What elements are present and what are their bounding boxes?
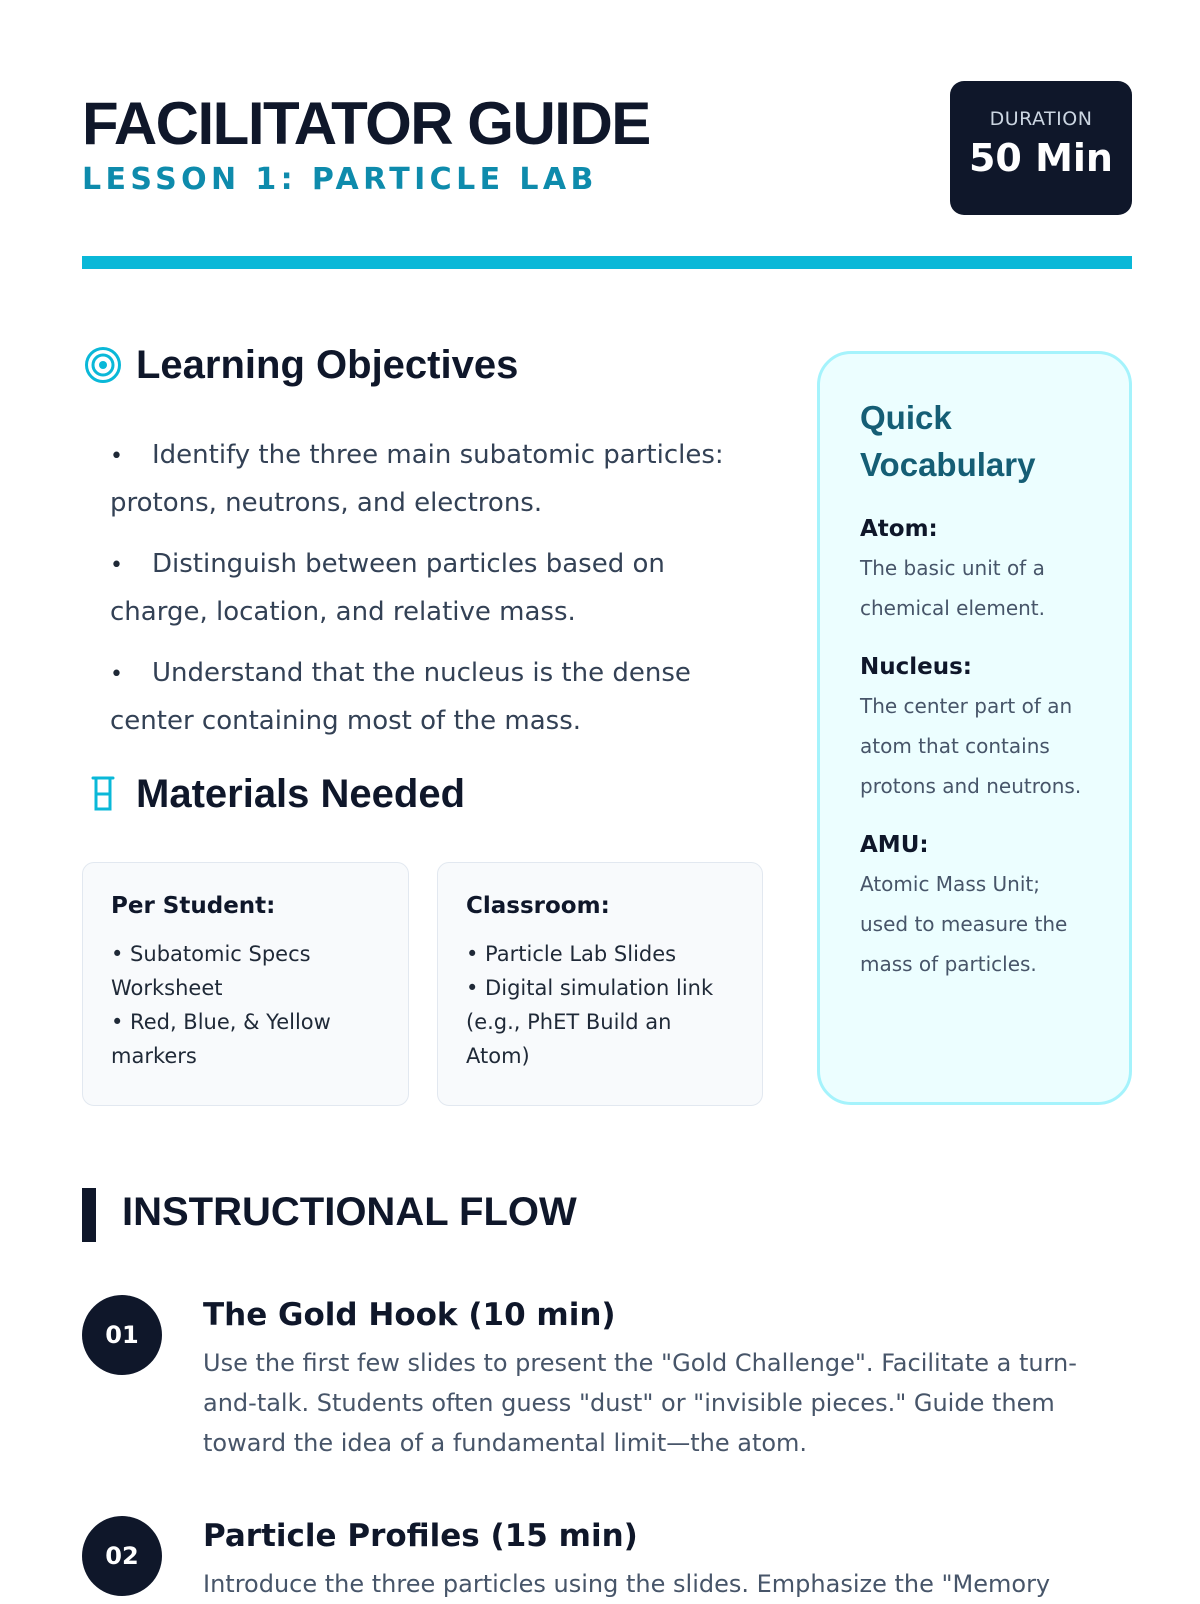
materials-card-title: Per Student: (111, 893, 276, 919)
list-item: • Subatomic Specs Worksheet (111, 942, 311, 1000)
list-item (110, 541, 750, 636)
list-item (110, 650, 750, 745)
vocab-definition: Atomic Mass Unit; used to measure the mass of particles. (860, 872, 1068, 976)
list-item (110, 432, 750, 527)
step-title: Particle Profiles (15 min) (203, 1518, 638, 1554)
list-item: • Red, Blue, & Yellow markers (111, 1010, 331, 1068)
materials-list (466, 937, 734, 1073)
materials-heading: Materials Needed (136, 771, 466, 816)
objectives-heading-row (82, 343, 518, 387)
materials-card-classroom (437, 862, 763, 1106)
target-icon (82, 344, 124, 386)
flow-heading: INSTRUCTIONAL FLOW (122, 1190, 577, 1234)
objective-text: Distinguish between particles based on charge, location, and relative mass. (110, 549, 665, 627)
vocab-definition: The basic unit of a chemical element. (860, 556, 1046, 620)
vocab-word: Nucleus: (860, 654, 973, 680)
materials-card-title: Classroom: (466, 893, 610, 919)
materials-list (111, 937, 380, 1073)
vocab-definition: The center part of an atom that contains protons and neutrons. (860, 694, 1082, 798)
bullet: • (110, 662, 123, 687)
duration-value: 50 Min (968, 136, 1113, 180)
duration-label: DURATION (989, 108, 1093, 130)
vocabulary-card (817, 351, 1132, 1105)
list-item: • Particle Lab Slides (466, 942, 677, 966)
vocab-term (860, 832, 1089, 984)
step-description: Introduce the three particles using the slides. Emphasize the "Memory (203, 1570, 1051, 1598)
beaker-icon (82, 773, 124, 815)
step-number-badge: 02 (82, 1516, 162, 1596)
bullet: • (110, 553, 123, 578)
page-title: FACILITATOR GUIDE (82, 90, 650, 157)
duration-badge (950, 81, 1132, 215)
vocab-term (860, 516, 1089, 628)
vocabulary-heading: Quick Vocabulary (860, 399, 1036, 483)
bullet: • (110, 444, 123, 469)
step-description: Use the first few slides to present the "Gold Challenge". Facilitate a turn-and-talk. Students often guess "dust" or "invisible pieces." Guide them toward the idea of a fundamental limit—the atom. (203, 1349, 1077, 1457)
step-number-badge: 01 (82, 1295, 162, 1375)
objective-text: Identify the three main subatomic particles: protons, neutrons, and electrons. (110, 440, 724, 518)
header-divider (82, 256, 1132, 269)
objectives-heading: Learning Objectives (136, 342, 519, 387)
materials-card-per-student (82, 862, 409, 1106)
materials-heading-row (82, 772, 465, 816)
lesson-subtitle: LESSON 1: PARTICLE LAB (82, 162, 598, 197)
objectives-list (110, 432, 750, 759)
flow-accent-bar (82, 1188, 96, 1242)
objective-text: Understand that the nucleus is the dense center containing most of the mass. (110, 658, 691, 736)
step-title: The Gold Hook (10 min) (203, 1297, 616, 1333)
vocab-term (860, 654, 1089, 806)
list-item: • Digital simulation link (e.g., PhET Build an Atom) (466, 976, 714, 1068)
vocab-word: Atom: (860, 516, 938, 542)
facilitator-guide-page (82, 0, 1132, 1600)
vocab-word: AMU: (860, 832, 929, 858)
